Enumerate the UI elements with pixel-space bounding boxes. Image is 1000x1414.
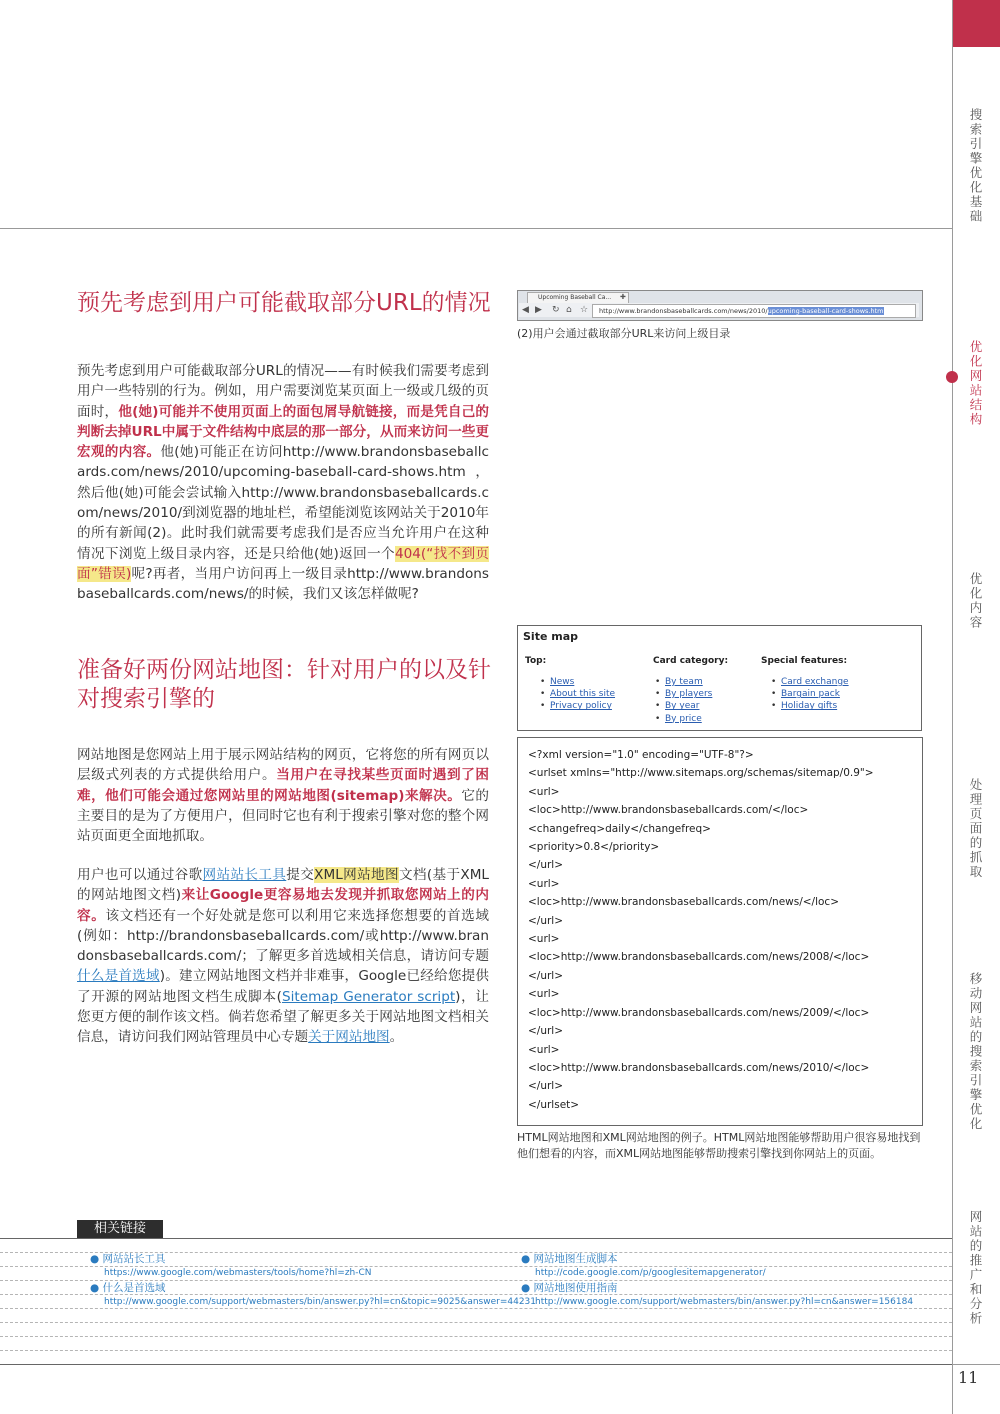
sitemap-title: Site map — [523, 630, 578, 643]
top-divider — [0, 228, 952, 229]
body-text: 网站地图是您网站上用于展示网站结构的网页，它将您的所有网页以层级式列表的方式提供给用户。 — [77, 747, 489, 784]
sitemap-link[interactable]: • By players — [653, 688, 712, 700]
highlight-404: 404(“找不到页面”错误) — [77, 545, 489, 582]
dashed-rule — [0, 1336, 952, 1337]
sitemap-link[interactable]: • By team — [653, 676, 712, 688]
address-bar — [592, 304, 916, 318]
body-text: 预先考虑到用户可能截取部分URL的情况——有时候我们需要考虑到用户一些特别的行为。例如，用户需要浏览某页面上一级或几级的页面时， — [77, 363, 489, 420]
forward-icon: ▶ — [535, 305, 542, 315]
related-link-webmaster-tools[interactable]: ● 网站站长工具 — [90, 1253, 166, 1265]
related-links-bottom-rule — [0, 1364, 952, 1365]
link-about-sitemaps[interactable]: 关于网站地图 — [308, 1029, 390, 1046]
xml-line: <url> — [528, 988, 560, 1001]
sitemap-link[interactable]: • About this site — [538, 688, 615, 700]
xml-line: </url> — [528, 1025, 564, 1038]
body-emphasis: 当用户在寻找某些页面时遇到了困难，他们可能会通过您网站里的网站地图(sitemap)来解决。 — [77, 767, 489, 804]
body-text: )。建立网站地图文档并非难事，Google已经给您提供了开源的网站地图文档生成脚本( — [77, 968, 489, 1005]
sidebar-item-crawling[interactable]: 处理页面的抓取 — [968, 778, 983, 880]
xml-code-lines — [528, 746, 874, 1114]
body-text: 呢?再者，当用户访问再上一级目录http://www.brandonsbaseballcards.com/news/的时候，我们又该怎样做呢? — [77, 565, 489, 603]
xml-line: <url> — [528, 785, 560, 798]
xml-line: <url> — [528, 1043, 560, 1056]
xml-line: </url> — [528, 859, 564, 872]
related-link-preferred-domain[interactable]: ● 什么是首选域 — [90, 1282, 166, 1294]
body-text: 文档(基于XML的网站地图文档) — [77, 867, 490, 904]
figure-caption-sitemaps: HTML网站地图和XML网站地图的例子。HTML网站地图能够帮助用户很容易地找到他们想看的内容，而XML网站地图能够帮助搜索引擎找到你网站上的页面。 — [517, 1131, 921, 1160]
reload-icon: ↻ — [552, 305, 560, 315]
section-title-url-truncation: 预先考虑到用户可能截取部分URL的情况 — [77, 290, 491, 316]
star-icon: ☆ — [580, 305, 589, 315]
sitemap-list-special — [769, 676, 849, 713]
sitemap-link[interactable]: • Card exchange — [769, 676, 849, 688]
section-body-sitemaps-2 — [77, 865, 489, 1048]
body-text: 提交 — [286, 867, 315, 883]
xml-line: <?xml version="1.0" encoding="UTF-8"?> — [528, 749, 754, 761]
link-sitemap-generator[interactable]: Sitemap Generator script — [281, 988, 456, 1005]
sitemap-col-heading: Special features: — [761, 656, 848, 666]
xml-line: <loc>http://www.brandonsbaseballcards.com/news/2010/</loc> — [528, 1061, 870, 1074]
xml-line: </url> — [528, 969, 564, 982]
sidebar-divider — [952, 0, 953, 1414]
url-text: http://www.brandonsbaseballcards.com/news/2010/ — [599, 307, 768, 315]
link-preferred-domain[interactable]: 什么是首选域 — [77, 968, 160, 985]
dashed-rule — [0, 1322, 952, 1323]
sidebar-item-site-structure[interactable]: 优化网站结构 — [968, 340, 983, 427]
xml-line: </url> — [528, 1080, 564, 1093]
xml-line: <loc>http://www.brandonsbaseballcards.com/news/2008/</loc> — [528, 951, 870, 964]
body-text: 用户也可以通过谷歌 — [77, 867, 203, 883]
related-url[interactable]: http://www.google.com/support/webmasters/bin/answer.py?hl=cn&answer=156184 — [535, 1297, 914, 1307]
related-url[interactable]: http://code.google.com/p/googlesitemapgenerator/ — [535, 1268, 766, 1278]
xml-line: <loc>http://www.brandonsbaseballcards.com/news/2009/</loc> — [528, 1006, 870, 1019]
dashed-rule — [0, 1350, 952, 1351]
related-links-tag: 相关链接 — [77, 1220, 163, 1238]
link-webmaster-tools[interactable]: 网站站长工具 — [202, 867, 287, 883]
sidebar-item-promotion[interactable]: 网站的推广和分析 — [968, 1210, 983, 1326]
section-body-url-truncation — [77, 361, 489, 605]
xml-line: <url> — [528, 933, 560, 946]
xml-line: </urlset> — [528, 1098, 580, 1111]
related-link-sitemap-guide[interactable]: ● 网站地图使用指南 — [521, 1282, 618, 1294]
body-text: 它的主要目的是为了方便用户，但同时它也有利于搜索引擎对您的整个网站页面更全面地抓取。 — [77, 787, 490, 845]
section-title-sitemaps: 准备好两份网站地图：针对用户的以及针对搜索引擎的 — [77, 657, 491, 712]
xml-line: <url> — [528, 877, 560, 890]
xml-line: <urlset xmlns="http://www.sitemaps.org/schemas/sitemap/0.9"> — [528, 767, 874, 780]
xml-line: <priority>0.8</priority> — [528, 841, 660, 854]
body-emphasis: 来让Google更容易地去发现并抓取您网站上的内容。 — [77, 887, 489, 924]
sidebar-accent-block — [953, 0, 1000, 47]
new-tab-icon: ✚ — [620, 293, 626, 301]
sitemap-link[interactable]: • News — [538, 676, 615, 688]
section-body-sitemaps-1 — [77, 745, 489, 846]
body-text: 。 — [389, 1029, 404, 1046]
highlight-xml-sitemap: XML网站地图 — [314, 867, 399, 883]
home-icon: ⌂ — [566, 305, 572, 315]
related-url[interactable]: http://www.google.com/support/webmasters/bin/answer.py?hl=cn&topic=9025&answer=44231 — [104, 1297, 536, 1307]
sitemap-list-top — [538, 676, 615, 713]
browser-tab: Upcoming Baseball Ca... — [527, 292, 629, 303]
body-emphasis: 他(她)可能并不使用页面上的面包屑导航链接，而是凭自己的判断去掉URL中属于文件结构中底层的那一部分，从而来访问一些更宏观的内容。 — [77, 403, 489, 461]
active-section-dot — [946, 371, 958, 383]
xml-line: </url> — [528, 914, 564, 927]
sitemap-link[interactable]: • By price — [653, 713, 712, 725]
related-url[interactable]: https://www.google.com/webmasters/tools/home?hl=zh-CN — [104, 1268, 372, 1278]
xml-line: <loc>http://www.brandonsbaseballcards.com/</loc> — [528, 804, 809, 817]
figure-caption-browser: (2)用户会通过截取部分URL来访问上级目录 — [517, 327, 731, 340]
related-links-rule — [0, 1238, 952, 1239]
page-number: 11 — [958, 1368, 979, 1387]
xml-line: <changefreq>daily</changefreq> — [528, 822, 711, 835]
related-link-sitemap-generator[interactable]: ● 网站地图生成脚本 — [521, 1253, 618, 1265]
body-text: 该文档还有一个好处就是您可以利用它来选择您想要的首选域(例如：http://brandonsbaseballcards.com/或http://www.brandonsbaseballcards.com/；了解更多首选域相关信息，请访问专题 — [77, 907, 490, 965]
sitemap-link[interactable]: • By year — [653, 700, 712, 712]
sidebar-item-mobile-seo[interactable]: 移动网站的搜索引擎优化 — [968, 972, 983, 1132]
body-text: 他(她)可能正在访问http://www.brandonsbaseballcards.com/news/2010/upcoming-baseball-card-shows.htm，然后他(她)可能会尝试输入http://www.brandonsbaseballcards.com/news/2010/到浏览器的地址栏，希望能浏览该网站关于2010年的所有新闻(2)。此时我们就需要考虑我们是否应当允许用户在这种情况下浏览上级目录内容，还是只给他(她)返回一个 — [77, 444, 490, 562]
sidebar-item-seo-basics[interactable]: 搜索引擎优化基础 — [968, 108, 983, 224]
back-icon: ◀ — [522, 305, 529, 315]
page-number-rule — [953, 1364, 1000, 1365]
sitemap-link[interactable]: • Bargain pack — [769, 688, 849, 700]
xml-line: <loc>http://www.brandonsbaseballcards.com/news/</loc> — [528, 896, 839, 909]
sitemap-col-heading: Top: — [525, 656, 547, 666]
sitemap-link[interactable]: • Privacy policy — [538, 700, 615, 712]
url-selected-text: upcoming-baseball-card-shows.htm — [767, 307, 884, 315]
sitemap-col-heading: Card category: — [653, 656, 729, 666]
sitemap-link[interactable]: • Holiday gifts — [769, 700, 849, 712]
sitemap-list-category — [653, 676, 712, 725]
body-text: )，让您更方便的制作该文档。倘若您希望了解更多关于网站地图文档相关信息，请访问我们网站管理员中心专题 — [77, 988, 489, 1046]
sidebar-item-content[interactable]: 优化内容 — [968, 572, 983, 630]
